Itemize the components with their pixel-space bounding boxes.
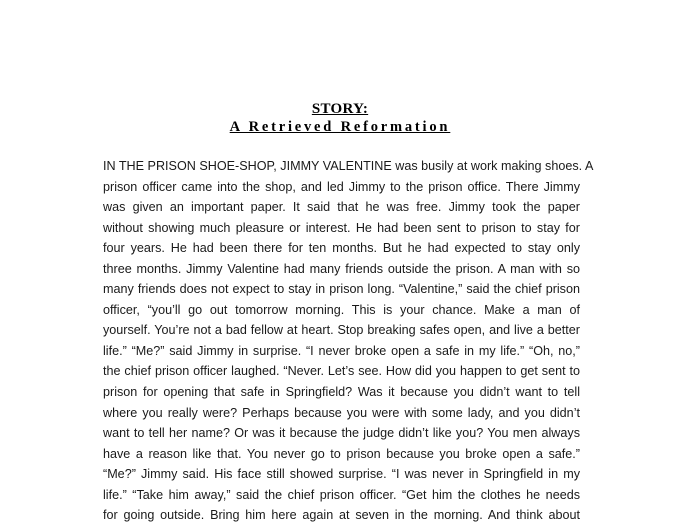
body-line: prison officer came into the shop, and led Jimmy to the prison office. There Jimmy	[103, 179, 580, 194]
body-line: was given an important paper. It said that he was free. Jimmy took the paper	[103, 200, 580, 215]
body-line: life.” “Take him away,” said the chief prison officer. “Get him the clothes he needs	[103, 487, 580, 502]
body-line: where you really were? Perhaps because you were with some lady, and you didn’t	[103, 405, 580, 420]
body-line: want to tell her name? Or was it because the judge didn’t like you? You men always	[103, 426, 580, 441]
body-line: yourself. You’re not a bad fellow at heart. Stop breaking safes open, and live a better	[103, 323, 580, 338]
body-line: IN THE PRISON SHOE-SHOP, JIMMY VALENTINE was busily at work making shoes. A	[103, 159, 594, 173]
body-line: life.” “Me?” said Jimmy in surprise. “I never broke open a safe in my life.” “Oh, no,”	[103, 343, 580, 358]
body-line: three months. Jimmy Valentine had many friends outside the prison. A man with so	[103, 261, 580, 276]
body-line: without showing much pleasure or interest. He had been sent to prison to stay for	[103, 220, 580, 235]
body-line: four years. He had been there for ten months. But he had expected to stay only	[103, 241, 580, 256]
story-label: STORY:	[311, 101, 369, 117]
story-title: A Retrieved Reformation	[229, 119, 451, 135]
body-line: prison for opening that safe in Springfield? Was it because you didn’t want to tell	[103, 385, 580, 400]
story-body	[103, 156, 594, 526]
body-line: have a reason like that. You never go to prison because you broke open a safe.”	[103, 446, 580, 461]
body-line: for going outside. Bring him here again at seven in the morning. And think about	[103, 508, 580, 523]
body-line: “Me?” Jimmy said. His face still showed surprise. “I was never in Springfield in my	[103, 467, 580, 482]
body-line: many friends does not expect to stay in prison long. “Valentine,” said the chief prison	[103, 282, 580, 297]
body-line: the chief prison officer laughed. “Never. Let’s see. How did you happen to get sent to	[103, 364, 580, 379]
body-line: officer, “you’ll go out tomorrow morning. This is your chance. Make a man of	[103, 302, 580, 317]
